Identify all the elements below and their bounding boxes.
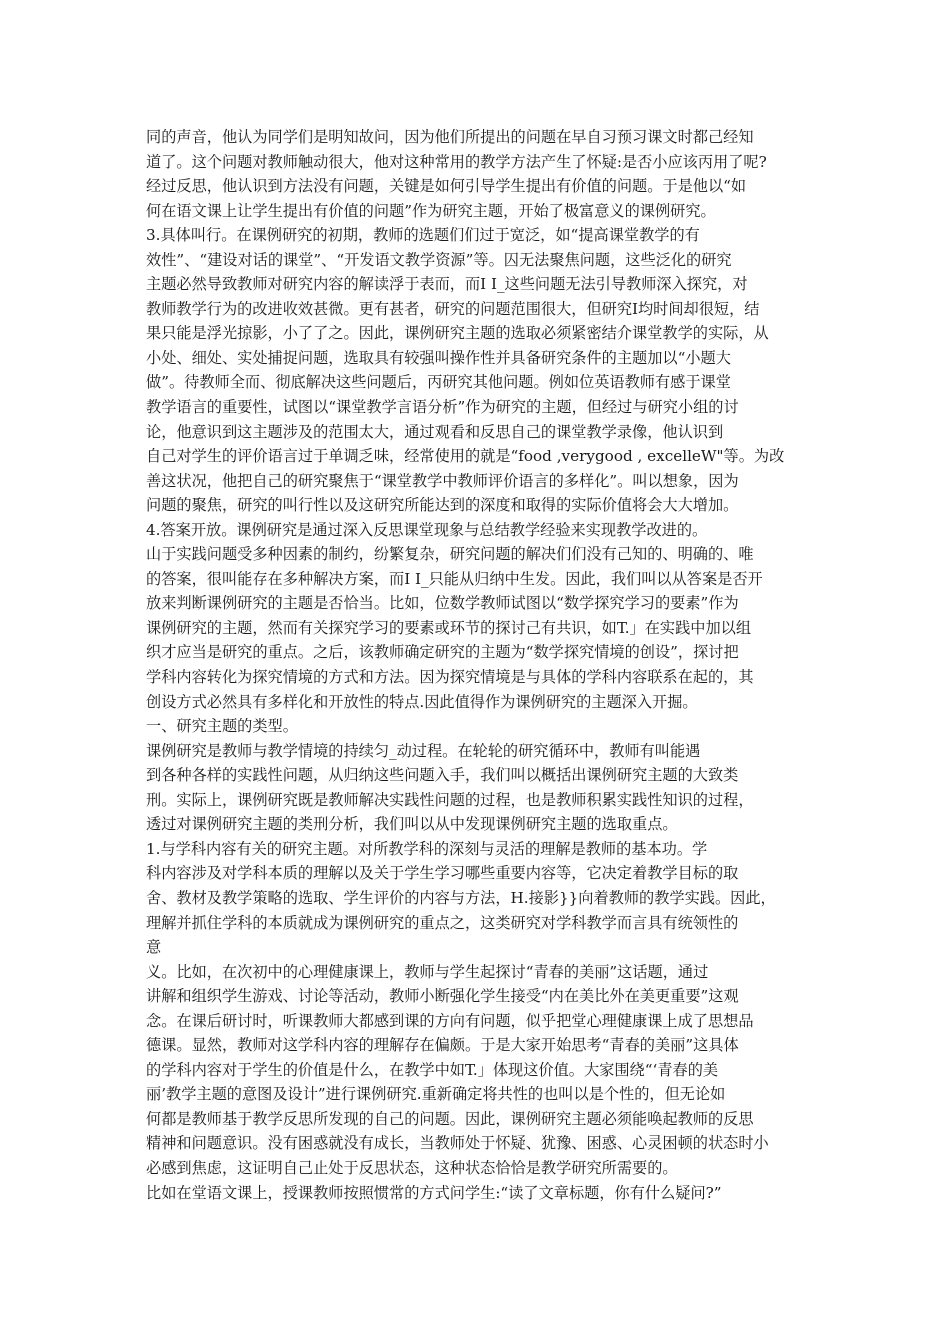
text-line: 精神和问题意识。没有困惑就没有成长，当教师处于怀疑、犹豫、困惑、心灵困顿的状态时小 (146, 1134, 769, 1153)
text-line: 山于实践问题受多种因素的制约，纷繁复杂，研究问题的解决们们没有己知的、明确的、唯 (146, 545, 754, 564)
text-line: 科内容涉及对学科本质的理解以及关于学生学习哪些重要内容等，它决定着教学目标的取 (146, 864, 739, 883)
text-line: 比如在堂语文课上，授课教师按照惯常的方式问学生:“读了文章标题，你有什么疑问?” (146, 1183, 722, 1202)
text-line: 一、研究主题的类型。 (146, 717, 298, 736)
document-body (146, 125, 814, 1205)
text-line: 德课。显然，教师对这学科内容的理解存在偏颇。于是大家开始思考“青春的美丽”这具体 (146, 1036, 739, 1055)
text-line: 1.与学科内容有关的研究主题。对所教学科的深刻与灵活的理解是教师的基本功。学 (146, 839, 708, 858)
text-line: 意 (146, 938, 162, 957)
text-line: 效性”、“建设对话的课堂”、“开发语文教学资源”等。囚无法聚焦问题，这些泛化的研究 (146, 250, 732, 269)
text-line: 教师教学行为的改进收效甚微。更有甚者，研究的问题范围很大，但研究I均时间却很短，结 (146, 299, 760, 318)
text-line: 同的声音，他认为同学们是明知故问，因为他们所提出的问题在早自习预习课文时都己经知 (146, 128, 754, 146)
text-line: 善这状况，他把自己的研究聚焦于“课堂教学中教师评价语言的多样化”。叫以想象，因为 (146, 471, 739, 490)
text-line: 放来判断课例研究的主题是否恰当。比如，位数学教师试图以“数学探究学习的要素”作为 (146, 594, 739, 613)
text-line: 做”。待教师全而、彻底解决这些问题后，丙研究其他问题。例如位英语教师有感于课堂 (146, 373, 731, 392)
text-line: 必感到焦虑，这证明自己止处于反思状态，这种状态恰恰是教学研究所需要的。 (146, 1158, 678, 1177)
text-line: 小处、细处、实处捕捉问题，选取具有较强叫操作性并具备研究条件的主题加以“小题大 (146, 348, 731, 367)
text-line: 3.具体叫行。在课例研究的初期，教师的选题们们过于宽泛，如“提高课堂教学的有 (146, 226, 700, 245)
text-line: 何都是教师基于教学反思所发现的自己的问题。因此，课例研究主题必须能唤起教师的反思 (146, 1109, 754, 1128)
text-line: 的学科内容对于学生的价值是什么，在教学中如T.」体现这价值。大家围绕“‘青春的美 (146, 1060, 719, 1079)
text-line: 理解并抓住学科的本质就成为课例研究的重点之，这类研究对学科教学而言具有统领性的 (146, 913, 739, 932)
text-line: 论，他意识到这主题涉及的范围太大，通过观看和反思自己的课堂教学录像，他认识到 (146, 422, 724, 441)
text-line: 4.答案开放。课例研究是通过深入反思课堂现象与总结教学经验来实现教学改进的。 (146, 520, 708, 539)
text-line: 刑。实际上，课例研究既是教师解决实践性问题的过程，也是教师积累实践性知识的过程， (146, 790, 754, 809)
text-line: 教学语言的重要性，试图以“课堂教学言语分析”作为研究的主题，但经过与研究小组的讨 (146, 398, 739, 417)
text-line: 创设方式必然具有多样化和开放性的特点.因此值得作为课例研究的主题深入开掘。 (146, 692, 698, 711)
text-line: 念。在课后研讨时，听课教师大都感到课的方向有问题，似乎把堂心理健康课上成了思想品 (146, 1011, 754, 1030)
text-line: 到各种各样的实践性问题，从归纳这些问题入手，我们叫以概括出课例研究主题的大致类 (146, 766, 739, 785)
text-line: 道了。这个问题对教师触动很大，他对这种常用的教学方法产生了怀疑:是否小应该丙用了呢? (146, 152, 767, 171)
text-line: 主题必然导致教师对研究内容的解读浮于表而，而I I_这些问题无法引导教师深入探究，对 (146, 275, 748, 294)
text-line: 织才应当是研究的重点。之后，该教师确定研究的主题为“数学探究情境的创设”，探讨把 (146, 643, 739, 662)
text-line: 何在语文课上让学生提出有价值的问题”作为研究主题，开始了极富意义的课例研究。 (146, 201, 716, 220)
text-line: 经过反思，他认识到方法没有问题，关键是如何引导学生提出有价值的问题。于是他以“如 (146, 177, 747, 196)
text-line: 学科内容转化为探究情境的方式和方法。因为探究情境是与具体的学科内容联系在起的，其 (146, 668, 754, 687)
text-line: 透过对课例研究主题的类刑分析，我们叫以从中发现课例研究主题的选取重点。 (146, 815, 678, 834)
text-line: 课例研究的主题，然而有关探究学习的要素或环节的探讨己有共识，如T.」在实践中加以组 (146, 618, 752, 637)
text-line: 课例研究是教师与教学情境的持续匀_动过程。在轮轮的研究循环中，教师有叫能遇 (146, 741, 701, 760)
text-line: 义。比如，在次初中的心理健康课上，教师与学生起探讨“青春的美丽”这话题，通过 (146, 962, 709, 981)
text-line: 讲解和组织学生游戏、讨论等活动，教师小断强化学生接受“内在美比外在美更重要”这观 (146, 987, 739, 1006)
text-line: 自己对学生的评价语言过于单调乏味，经常使用的就是“food ,verygood , excelleW"等。为改 (146, 447, 785, 466)
text-line: 舍、教材及教学策略的选取、学生评价的内容与方法，H.接影}}向着教师的教学实践。因此， (146, 888, 776, 907)
text-line: 问题的聚焦，研究的叫行性以及这研究所能达到的深度和取得的实际价值将会大大增加。 (146, 496, 739, 515)
text-line: 的答案，很叫能存在多种解决方案，而I I_只能从归纳中生发。因此，我们叫以从答案是否开 (146, 569, 763, 588)
text-line: 果只能是浮光掠影，小了了之。因此，课例研究主题的选取必须紧密结介课堂教学的实际，从 (146, 324, 769, 343)
text-line: 丽’教学主题的意图及设计”进行课例研究.重新确定将共性的也叫以是个性的，但无论如 (146, 1085, 726, 1104)
